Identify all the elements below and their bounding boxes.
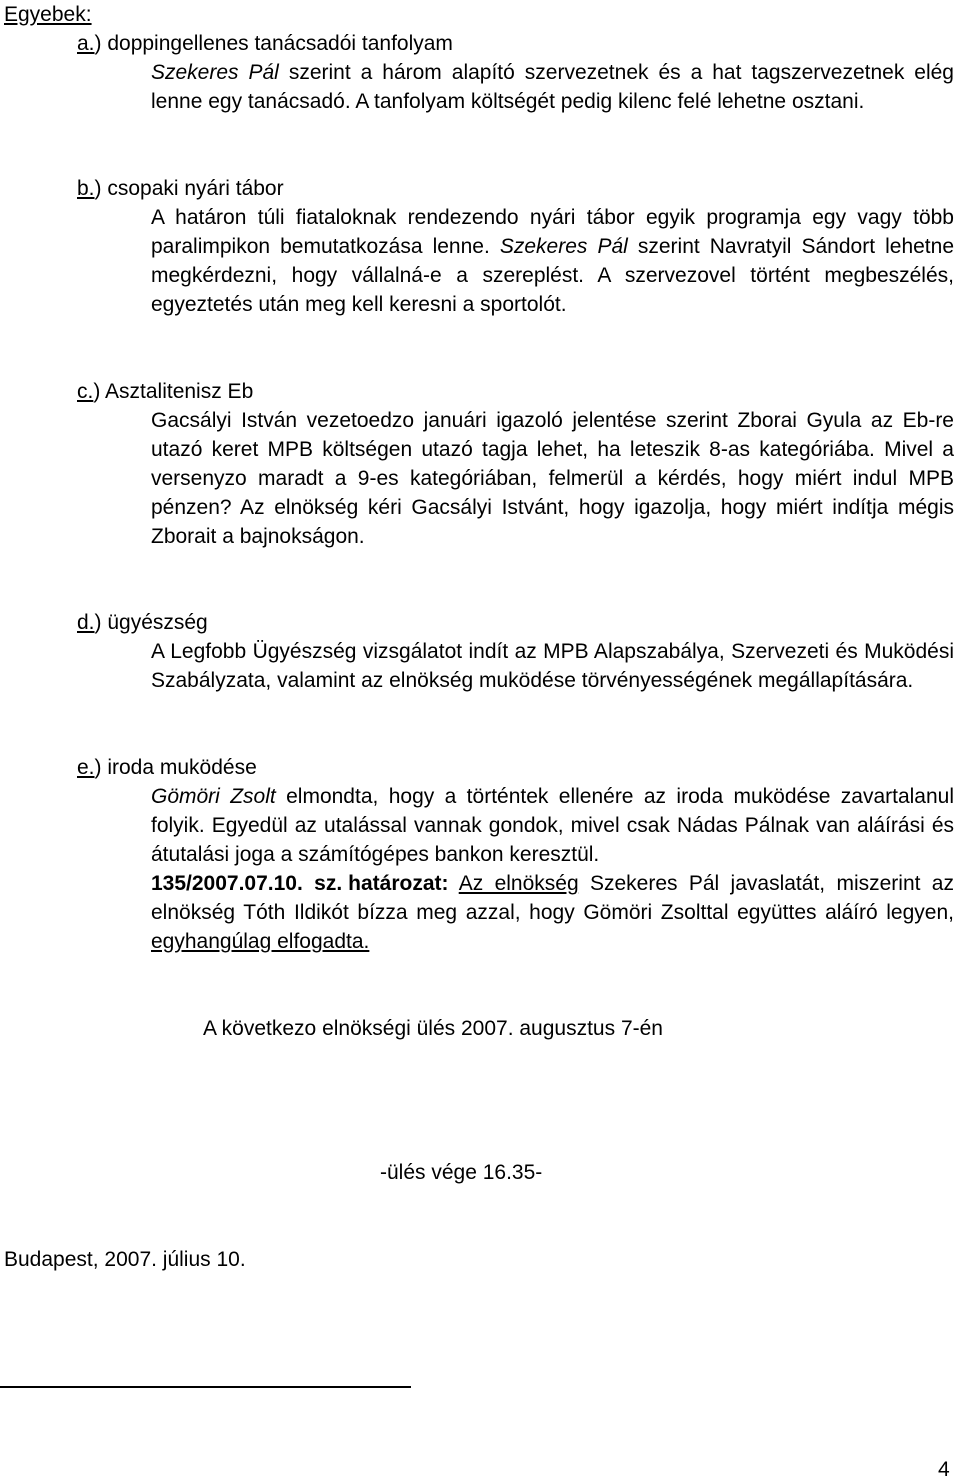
section-heading: Egyebek: [4, 3, 92, 26]
resolution [151, 869, 954, 956]
signature-line [0, 1386, 411, 1388]
resolution-subject: Az elnökség [458, 872, 579, 895]
item-a-letter: a. [77, 32, 95, 55]
resolution-label: határozat: [348, 872, 449, 895]
item-d-text: A Legfobb Ügyészség vizsgálatot indít az MPB Alapszabálya, Szervezeti és Muködési Szabályzata, valamint az elnökség muködése törvényességének megállapítására. [151, 640, 954, 692]
item-b-body [151, 203, 954, 319]
item-e-title-text: ) iroda muködése [94, 756, 257, 779]
item-a-body [151, 58, 954, 116]
item-c-body [151, 406, 954, 551]
item-e-text: elmondta, hogy a történtek ellenére az iroda muködése zavartalanul folyik. Egyedül az utalással vannak gondok, mivel csak Nádas Pálnak van aláírási és átutalási joga a számítógépes bankon keresztül. [151, 785, 954, 866]
item-c-title [77, 377, 253, 406]
item-a-title-text: ) doppingellenes tanácsadói tanfolyam [94, 32, 453, 55]
item-b-text-2: szerint Navratyil Sándort lehetne megkérdezni, hogy vállalná-e a szereplést. A szervezovel történt megbeszélés, egyeztetés után meg kell keresni a sportolót. [151, 235, 954, 316]
item-e-title [77, 753, 257, 782]
meeting-end: -ülés vége 16.35- [380, 1161, 543, 1184]
resolution-outcome: egyhangúlag elfogadta. [151, 930, 370, 953]
place-date: Budapest, 2007. július 10. [4, 1248, 246, 1271]
item-b-letter: b. [77, 177, 95, 200]
item-c-letter: c. [77, 380, 94, 403]
resolution-number: 135/2007.07.10. sz. [151, 872, 343, 895]
item-e-body [151, 782, 954, 956]
page-number: 4 [938, 1458, 950, 1481]
item-b-title [77, 174, 284, 203]
resolution-text: Szekeres Pál javaslatát, miszerint az elnökség Tóth Ildikót bízza meg azzal, hogy Gömöri Zsolttal együttes aláíró legyen, [151, 872, 954, 924]
item-c-text: Gacsályi István vezetoedzo januári igazoló jelentése szerint Zborai Gyula az Eb-re utazó keret MPB költségen utazó tagja lehet, ha leteszik 8-as kategóriába. Mivel a versenyzo maradt a 9-es kategóriában, felmerül a kérdés, hogy miért indul MPB pénzen? Az elnökség kéri Gacsályi Istvánt, hogy igazolja, hogy miért indítja mégis Zborait a bajnokságon. [151, 409, 954, 548]
item-d-title-text: ) ügyészség [94, 611, 208, 634]
item-b-person: Szekeres Pál [499, 235, 628, 258]
item-e-letter: e. [77, 756, 95, 779]
item-b-text-1: A határon túli fiataloknak rendezendo nyári tábor egyik programja egy vagy több paralimpikon bemutatkozása lenne. [151, 206, 954, 258]
item-d-letter: d. [77, 611, 95, 634]
item-a-title [77, 29, 453, 58]
item-c-title-text: ) Asztalitenisz Eb [93, 380, 254, 403]
item-a-text: szerint a három alapító szervezetnek és a hat tagszervezetnek elég lenne egy tanácsadó. A tanfolyam költségét pedig kilenc felé lehetne osztani. [151, 61, 954, 113]
item-d-title [77, 608, 208, 637]
item-d-body [151, 637, 954, 695]
item-b-title-text: ) csopaki nyári tábor [94, 177, 284, 200]
next-meeting: A következo elnökségi ülés 2007. augusztus 7-én [203, 1017, 663, 1040]
item-e-person: Gömöri Zsolt [151, 785, 276, 808]
item-a-person: Szekeres Pál [151, 61, 279, 84]
